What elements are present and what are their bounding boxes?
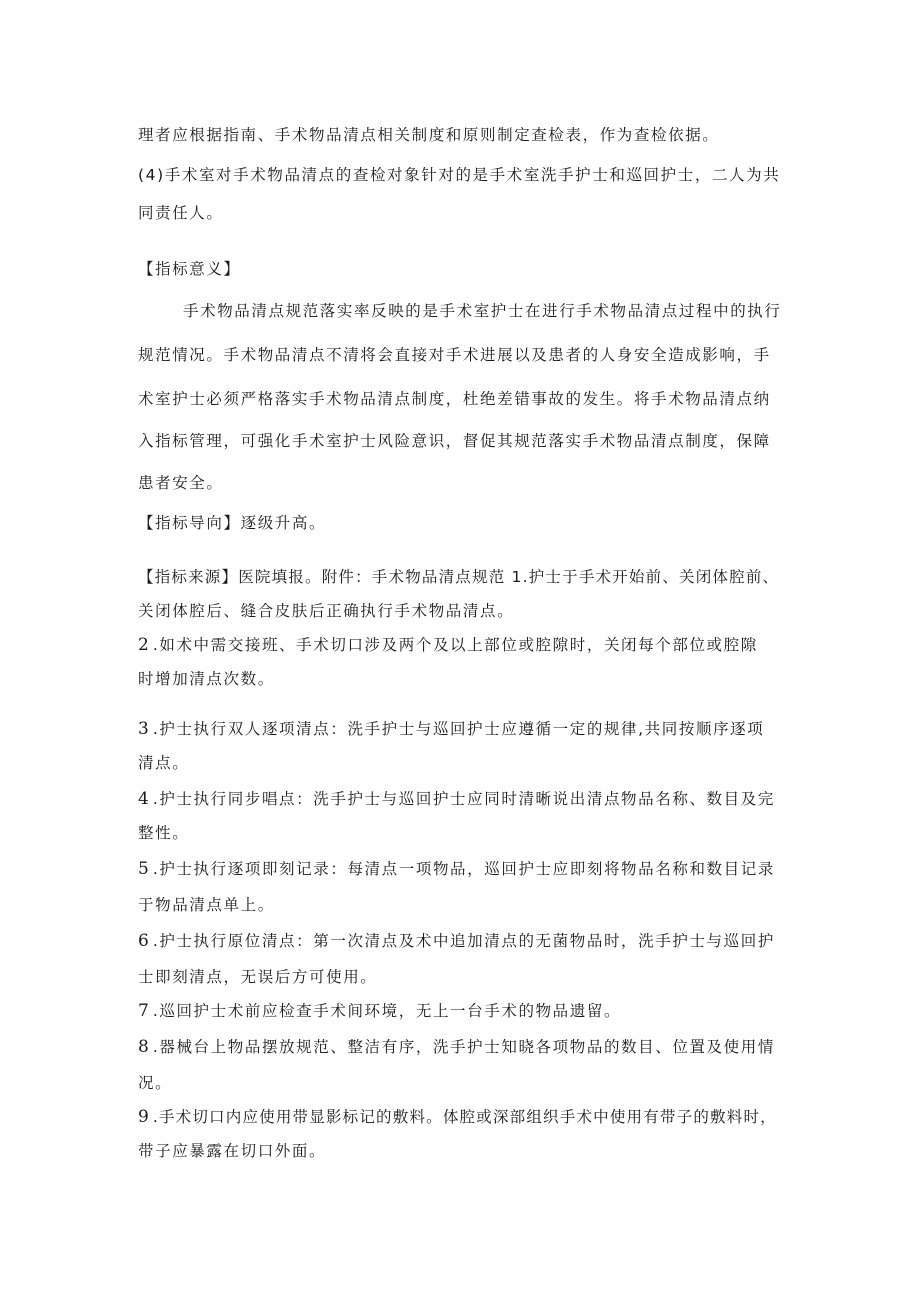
- item-number: 2: [138, 635, 149, 655]
- list-item-4: 4 .护士执行同步唱点：洗手护士与巡回护士应同时清晰说出清点物品名称、数目及完: [138, 789, 775, 809]
- item-number: 6: [138, 931, 149, 951]
- section-heading-significance: 【指标意义】: [138, 260, 241, 278]
- list-item-4-continued: 整性。: [138, 824, 190, 842]
- list-item-7: 7 .巡回护士术前应检查手术间环境，无上一台手术的物品遗留。: [138, 1001, 622, 1021]
- item-number: 4: [138, 789, 149, 809]
- list-item-3: 3 .护士执行双人逐项清点：洗手护士与巡回护士应遵循一定的规律,共同按顺序逐项: [138, 719, 765, 739]
- list-item-5: 5 .护士执行逐项即刻记录：每清点一项物品，巡回护士应即刻将物品名称和数目记录: [138, 859, 775, 879]
- list-item-2: 2 .如术中需交接班、手术切口涉及两个及以上部位或腔隙时，关闭每个部位或腔隙: [138, 635, 758, 655]
- list-item-6-continued: 士即刻清点，无误后方可使用。: [138, 968, 378, 986]
- list-item-5-continued: 于物品清点单上。: [138, 896, 275, 914]
- item-number: 9: [138, 1107, 149, 1127]
- text-line: 患者安全。: [138, 474, 224, 492]
- text-line: 理者应根据指南、手术物品清点相关制度和原则制定查检表，作为查检依据。: [138, 126, 720, 144]
- list-item-8: 8 .器械台上物品摆放规范、整洁有序，洗手护士知晓各项物品的数目、位置及使用情: [138, 1037, 775, 1057]
- item-number: 8: [138, 1037, 149, 1057]
- item-number: 3: [138, 719, 149, 739]
- list-item-6: 6 .护士执行原位清点：第一次清点及术中追加清点的无菌物品时，洗手护士与巡回护: [138, 931, 775, 951]
- text-line: 关闭体腔后、缝合皮肤后正确执行手术物品清点。: [138, 602, 515, 620]
- item-number: 7: [138, 1001, 149, 1021]
- section-heading-source: 【指标来源】医院填报。附件：手术物品清点规范 1.护士于手术开始前、关闭体腔前、: [138, 568, 780, 586]
- text-line: 入指标管理，可强化手术室护士风险意识，督促其规范落实手术物品清点制度，保障: [138, 432, 771, 450]
- list-item-9: 9 .手术切口内应使用带显影标记的敷料。体腔或深部组织手术中使用有带子的敷料时，: [138, 1107, 777, 1127]
- text-line: 同责任人。: [138, 204, 224, 222]
- text-line: (4)手术室对手术物品清点的查检对象针对的是手术室洗手护士和巡回护士，二人为共: [138, 166, 781, 184]
- list-item-2-continued: 时增加清点次数。: [138, 670, 275, 688]
- section-heading-direction: 【指标导向】逐级升高。: [138, 514, 327, 532]
- list-item-9-continued: 带子应暴露在切口外面。: [138, 1142, 327, 1160]
- list-item-8-continued: 况。: [138, 1074, 173, 1092]
- text-line: 规范情况。手术物品清点不清将会直接对手术进展以及患者的人身安全造成影响，手: [138, 346, 771, 364]
- list-item-3-continued: 清点。: [138, 754, 190, 772]
- text-line: 手术物品清点规范落实率反映的是手术室护士在进行手术物品清点过程中的执行: [183, 302, 782, 320]
- text-line: 术室护士必须严格落实手术物品清点制度，杜绝差错事故的发生。将手术物品清点纳: [138, 390, 771, 408]
- item-number: 5: [138, 859, 149, 879]
